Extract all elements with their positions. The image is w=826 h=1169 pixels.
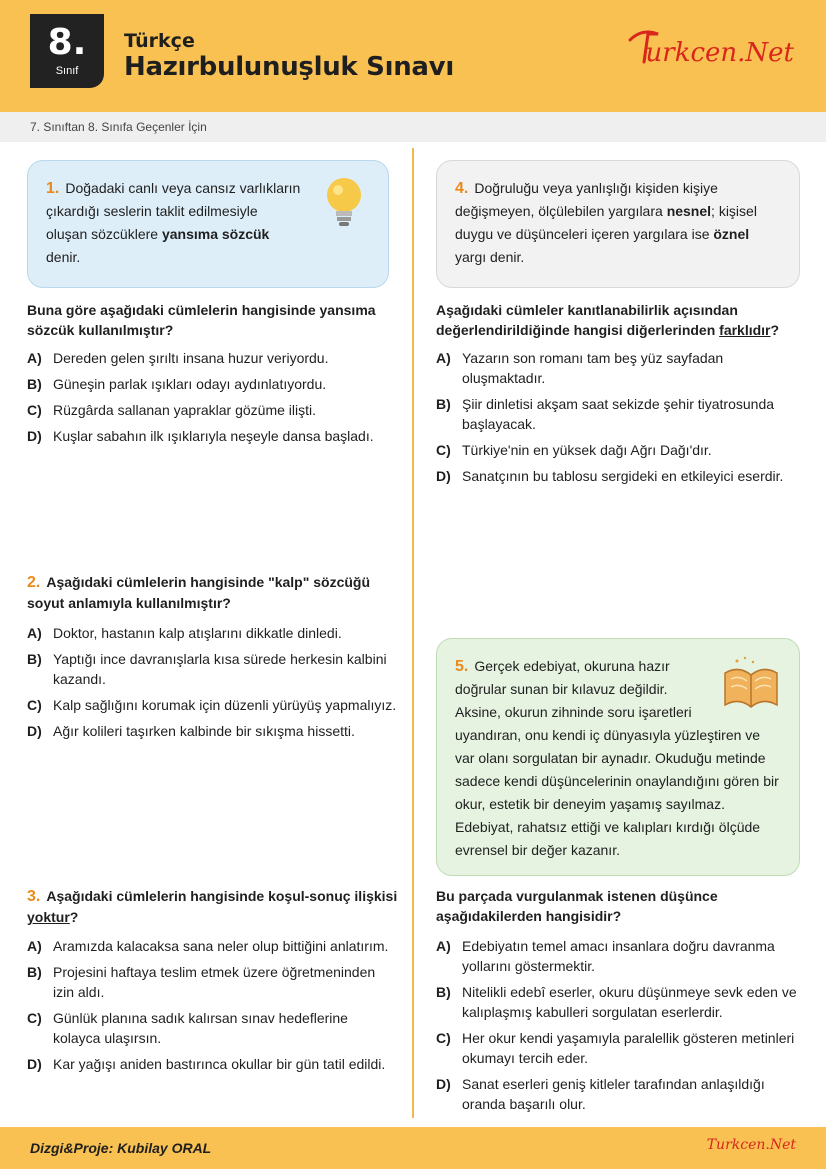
q1-number: 1. [46,180,60,197]
q1-stem: Buna göre aşağıdaki cümlelerin hangisinde yansıma sözcük kullanılmıştır? [27,302,376,338]
exam-title: Hazırbulunuşluk Sınavı [124,52,454,82]
q1-option-a[interactable]: A) Dereden gelen şırıltı insana huzur veriyordu. [27,350,329,366]
q4-info-keyword-nesnel: nesnel [666,203,712,219]
q3-option-c[interactable]: C) Günlük planına sadık kalırsan sınav hedeflerine kolayca ulaşırsın. [27,1010,348,1046]
q4-info-middle: ; kişisel duygu ve düşünceleri içeren yargılara ise [455,203,757,242]
q1-option-b[interactable]: B) Güneşin parlak ışıkları odayı aydınlatıyordu. [27,376,327,392]
lightbulb-icon [322,175,366,231]
page-footer [0,1127,826,1169]
q5-passage-text: Gerçek edebiyat, okuruna hazır doğrular sunan bir kılavuz değildir. Aksine, okurun zihninde soru işaretleri uyandıran, onu kendi iç dünyasıyla yüzleştiren ve var olanı sorgulatan bir aynadır. Okuduğu metinde sadece kendi düşüncelerinin onaylandığını gören bir okur, estetik bir deneyim yaşamış sayılmaz. Edebiyat, rahatsız ettiği ve kalıpları kırdığı ölçüde evrensel bir değer kazanır. [455,658,779,858]
grade-badge [30,14,104,88]
q5-option-d[interactable]: D) Sanat eserleri geniş kitleler tarafından anlaşıldığı oranda başarılı olur. [436,1076,765,1112]
q4-option-b[interactable]: B) Şiir dinletisi akşam saat sekizde şehir tiyatrosunda başlayacak. [436,396,775,432]
q3-stem [27,886,399,927]
q3-stem-text: Aşağıdaki cümlelerin hangisinde koşul-sonuç ilişkisi [46,888,398,904]
q5-option-b[interactable]: B) Nitelikli edebî eserler, okuru düşünmeye sevk eden ve kalıplaşmış kabulleri sorgulatan eserlerdir. [436,984,797,1020]
grade-number: 8. [47,22,87,63]
q5-stem: Bu parçada vurgulanmak istenen düşünce aşağıdakilerden hangisidir? [436,888,718,924]
q4-stem-text: Aşağıdaki cümleler kanıtlanabilirlik açısından değerlendirildiğinde hangisi diğerlerinden [436,302,738,338]
footer-logo-letter: T [706,1137,717,1153]
q4-number: 4. [455,180,469,197]
q4-info-box [436,160,800,288]
q4-option-a[interactable]: A) Yazarın son romanı tam beş yüz sayfadan oluşmaktadır. [436,350,724,386]
q2-stem-text: Aşağıdaki cümlelerin hangisinde "kalp" sözcüğü soyut anlamıyla kullanılmıştır? [27,574,371,611]
q2-options [27,623,399,747]
q2-option-a[interactable]: A) Doktor, hastanın kalp atışlarını dikkatle dinledi. [27,625,342,641]
column-divider [412,148,414,1118]
q3-number: 3. [27,888,41,905]
footer-logo-text: urkcen.Net [716,1137,796,1153]
q5-option-c[interactable]: C) Her okur kendi yaşamıyla paralellik gösteren metinleri okumayı tercih eder. [436,1030,795,1066]
q4-option-c[interactable]: C) Türkiye'nin en yüksek dağı Ağrı Dağı'dır. [436,442,712,458]
q4-options [436,348,806,492]
q5-passage-box [436,638,800,876]
subtitle-bar [0,112,826,142]
q1-info-end: denir. [46,249,81,265]
q2-option-d[interactable]: D) Ağır kolileri taşırken kalbinde bir sıkışma hissetti. [27,723,355,739]
q3-option-d[interactable]: D) Kar yağışı aniden bastırınca okullar bir gün tatil edildi. [27,1056,386,1072]
q5-options [436,936,806,1120]
q1-info-box [27,160,389,288]
q4-option-d[interactable]: D) Sanatçının bu tablosu sergideki en etkileyici eserdir. [436,468,784,484]
q2-number: 2. [27,574,41,591]
q1-info-keyword: yansıma sözcük [161,226,270,242]
q3-option-a[interactable]: A) Aramızda kalacaksa sana neler olup bittiğini anlatırım. [27,938,389,954]
q4-info-keyword-oznel: öznel [713,226,750,242]
q1-options [27,348,399,452]
q1-info-text: Doğadaki canlı veya cansız varlıkların çıkardığı seslerin taklit edilmesiyle oluşan sözcüklere [46,180,301,242]
grade-label: Sınıf [55,65,79,77]
page-header [0,0,826,112]
q1-option-c[interactable]: C) Rüzgârda sallanan yapraklar gözüme ilişti. [27,402,317,418]
subject-title: Türkçe [124,30,195,52]
q4-info-text: Doğruluğu veya yanlışlığı kişiden kişiye değişmeyen, ölçülebilen yargılara [455,180,718,219]
q2-option-b[interactable]: B) Yaptığı ince davranışlarla kısa sürede herkesin kalbini kazandı. [27,651,387,687]
footer-credit: Dizgi&Proje: Kubilay ORAL [30,1140,212,1156]
footer-logo [707,1137,796,1153]
q4-stem [436,300,806,340]
q4-stem-end: ? [770,322,780,338]
q5-option-a[interactable]: A) Edebiyatın temel amacı insanlara doğru davranma yollarını göstermektir. [436,938,775,974]
q4-info-end: yargı denir. [455,249,525,265]
q3-options [27,936,399,1080]
q3-stem-end: ? [69,909,79,925]
open-book-icon [721,655,781,711]
logo-swoosh-icon [628,26,668,66]
q2-stem [27,572,399,613]
q1-option-d[interactable]: D) Kuşlar sabahın ilk ışıklarıyla neşeyle dansa başladı. [27,428,374,444]
q3-stem-emphasis: yoktur [27,909,70,925]
logo-text: urkcen.Net [645,38,794,68]
subtitle: 7. Sınıftan 8. Sınıfa Geçenler İçin [30,120,207,134]
q5-number: 5. [455,658,469,675]
q2-option-c[interactable]: C) Kalp sağlığını korumak için düzenli yürüyüş yapmalıyız. [27,697,397,713]
q4-stem-emphasis: farklıdır [719,322,771,338]
brand-logo [646,38,794,68]
q3-option-b[interactable]: B) Projesini haftaya teslim etmek üzere öğretmeninden izin aldı. [27,964,376,1000]
